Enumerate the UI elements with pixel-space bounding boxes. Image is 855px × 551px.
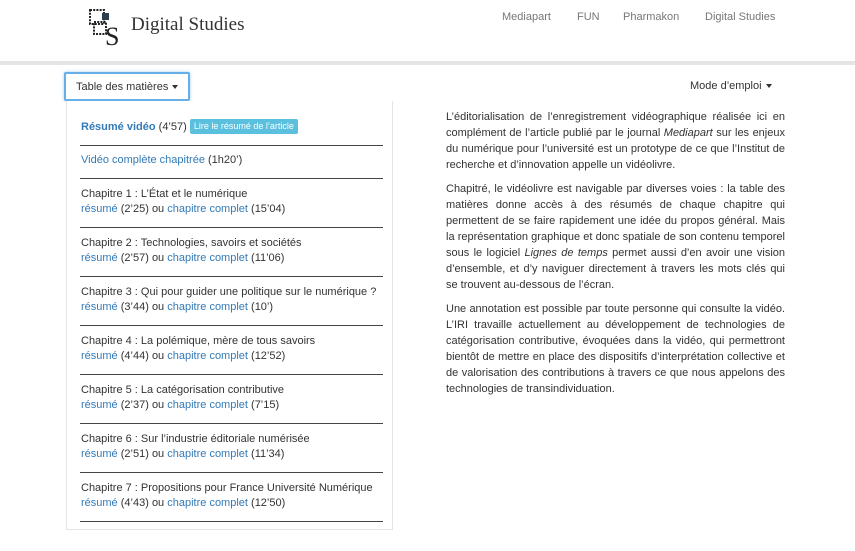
toc-item-full-video xyxy=(80,146,383,179)
chapter-full-link[interactable]: chapitre complet xyxy=(167,350,248,362)
toc-list xyxy=(80,111,383,522)
chapter-summary-duration: (4’43) xyxy=(120,497,149,509)
chapter-title: Chapitre 2 : Technologies, savoirs et sociétés xyxy=(81,237,302,249)
chapter-full-duration: (11’34) xyxy=(251,448,285,460)
chapter-title: Chapitre 7 : Propositions pour France Université Numérique xyxy=(81,482,373,494)
full-video-duration: (1h20’) xyxy=(208,154,243,166)
toc-item-chapter-6 xyxy=(80,424,383,473)
toc-item-chapter-5 xyxy=(80,375,383,424)
chapter-summary-link[interactable]: résumé xyxy=(81,252,118,264)
chapter-title: Chapitre 6 : Sur l’industrie éditoriale numérisée xyxy=(81,433,310,445)
chapter-full-link[interactable]: chapitre complet xyxy=(167,448,248,460)
chapter-title: Chapitre 1 : L’État et le numérique xyxy=(81,188,248,200)
chapter-title: Chapitre 3 : Qui pour guider une politique sur le numérique ? xyxy=(81,286,377,298)
chapter-full-link[interactable]: chapitre complet xyxy=(167,399,248,411)
chapter-or: ou xyxy=(151,350,165,362)
chapter-summary-duration: (2’51) xyxy=(120,448,149,460)
toc-item-chapter-3 xyxy=(80,277,383,326)
chapter-full-link[interactable]: chapitre complet xyxy=(167,497,248,509)
toc-item-chapter-7 xyxy=(80,473,383,522)
site-brand[interactable]: Digital Studies xyxy=(131,14,245,35)
toc-item-chapter-4 xyxy=(80,326,383,375)
chapter-title: Chapitre 5 : La catégorisation contributive xyxy=(81,384,285,396)
chapter-summary-duration: (2’57) xyxy=(120,252,149,264)
chapter-or: ou xyxy=(151,448,165,460)
chapter-or: ou xyxy=(151,399,165,411)
chapter-full-duration: (12’50) xyxy=(251,497,286,509)
digital-studies-logo-icon[interactable] xyxy=(88,8,124,48)
chapter-summary-link[interactable]: résumé xyxy=(81,301,118,313)
chapter-summary-link[interactable]: résumé xyxy=(81,448,118,460)
nav-digital-studies[interactable]: Digital Studies xyxy=(705,11,776,23)
nav-pharmakon[interactable]: Pharmakon xyxy=(623,11,680,23)
chapter-links xyxy=(81,447,383,462)
chapter-full-duration: (12’52) xyxy=(251,350,286,362)
mode-emploi-dropdown[interactable] xyxy=(690,80,772,92)
read-article-summary-badge[interactable]: Lire le résumé de l’article xyxy=(190,119,298,134)
svg-text:S: S xyxy=(105,22,120,48)
chapter-full-link[interactable]: chapitre complet xyxy=(167,203,248,215)
chapter-or: ou xyxy=(151,252,165,264)
intro-text xyxy=(446,109,785,405)
chapter-full-duration: (7’15) xyxy=(251,399,280,411)
site-header xyxy=(0,0,855,61)
chapter-links xyxy=(81,300,383,315)
mode-emploi-label: Mode d’emploi xyxy=(690,80,762,92)
chapter-or: ou xyxy=(151,497,165,509)
chapter-links xyxy=(81,202,383,217)
full-video-link[interactable]: Vidéo complète chapitrée xyxy=(81,154,205,166)
intro-paragraph-1: L’éditorialisation de l’enregistrement vidéographique réalisée ici en complément de l’article publié par le journal Mediapart sur les enjeux du numérique pour l’université est un prototype de ce que l’Institut de recherche et d’innovation appelle un vidéolivre. xyxy=(446,111,785,171)
chapter-links xyxy=(81,349,383,364)
chapter-title: Chapitre 4 : La polémique, mère de tous savoirs xyxy=(81,335,316,347)
chapter-summary-duration: (2’37) xyxy=(120,399,149,411)
intro-paragraph-2: Chapitré, le vidéolivre est navigable par diverses voies : la table des matières donne accès à des résumés de chaque chapitre qui permettent de se faire rapidement une idée du propos général. Mais la représentation graphique et donc spatiale de son contenu temporel sous le logiciel Lignes de temps permet aussi d’en avoir une vision d’ensemble, et d’y naviguer directement à travers les mots clés qui se trouvent au-dessous de l’écran. xyxy=(446,183,786,291)
chapter-or: ou xyxy=(151,301,165,313)
caret-down-icon xyxy=(766,84,772,88)
chapter-links xyxy=(81,398,383,413)
nav-mediapart[interactable]: Mediapart xyxy=(502,11,551,23)
chapter-full-link[interactable]: chapitre complet xyxy=(167,301,248,313)
chapter-full-duration: (11’06) xyxy=(251,252,285,264)
caret-down-icon xyxy=(172,85,178,89)
mediapart-emphasis: Mediapart xyxy=(663,127,713,139)
chapter-summary-link[interactable]: résumé xyxy=(81,497,118,509)
nav-fun[interactable]: FUN xyxy=(577,11,600,23)
chapter-full-duration: (10’) xyxy=(251,301,274,313)
chapter-full-link[interactable]: chapitre complet xyxy=(167,252,248,264)
toc-dropdown-button[interactable] xyxy=(64,72,190,101)
chapter-summary-link[interactable]: résumé xyxy=(81,399,118,411)
toc-item-chapter-1 xyxy=(80,179,383,228)
chapter-full-duration: (15’04) xyxy=(251,203,286,215)
toc-item-chapter-2 xyxy=(80,228,383,277)
chapter-summary-duration: (3’44) xyxy=(120,301,149,313)
chapter-summary-duration: (4’44) xyxy=(120,350,149,362)
header-divider xyxy=(0,61,855,65)
toc-dropdown-panel xyxy=(66,101,393,530)
chapter-links xyxy=(81,496,383,511)
toc-item-summary xyxy=(80,111,383,146)
chapter-summary-duration: (2’25) xyxy=(120,203,149,215)
summary-video-link[interactable]: Résumé vidéo xyxy=(81,121,156,133)
chapter-summary-link[interactable]: résumé xyxy=(81,203,118,215)
chapter-or: ou xyxy=(151,203,165,215)
chapter-summary-link[interactable]: résumé xyxy=(81,350,118,362)
summary-duration: (4’57) xyxy=(158,121,187,133)
toc-button-label: Table des matières xyxy=(76,81,169,93)
chapter-links xyxy=(81,251,383,266)
lignes-de-temps-emphasis: Lignes de temps xyxy=(524,247,608,259)
intro-paragraph-3: Une annotation est possible par toute personne qui consulte la vidéo. L’IRI travaille actuellement au développement de technologies de catégorisation contributive, évoquées dans la vidéo, qui permettront bientôt de mettre en place des dispositifs d’interprétation collective et de valorisation des contributions à travers ce que nous appelons des technologies de transindividuation. xyxy=(446,303,785,395)
